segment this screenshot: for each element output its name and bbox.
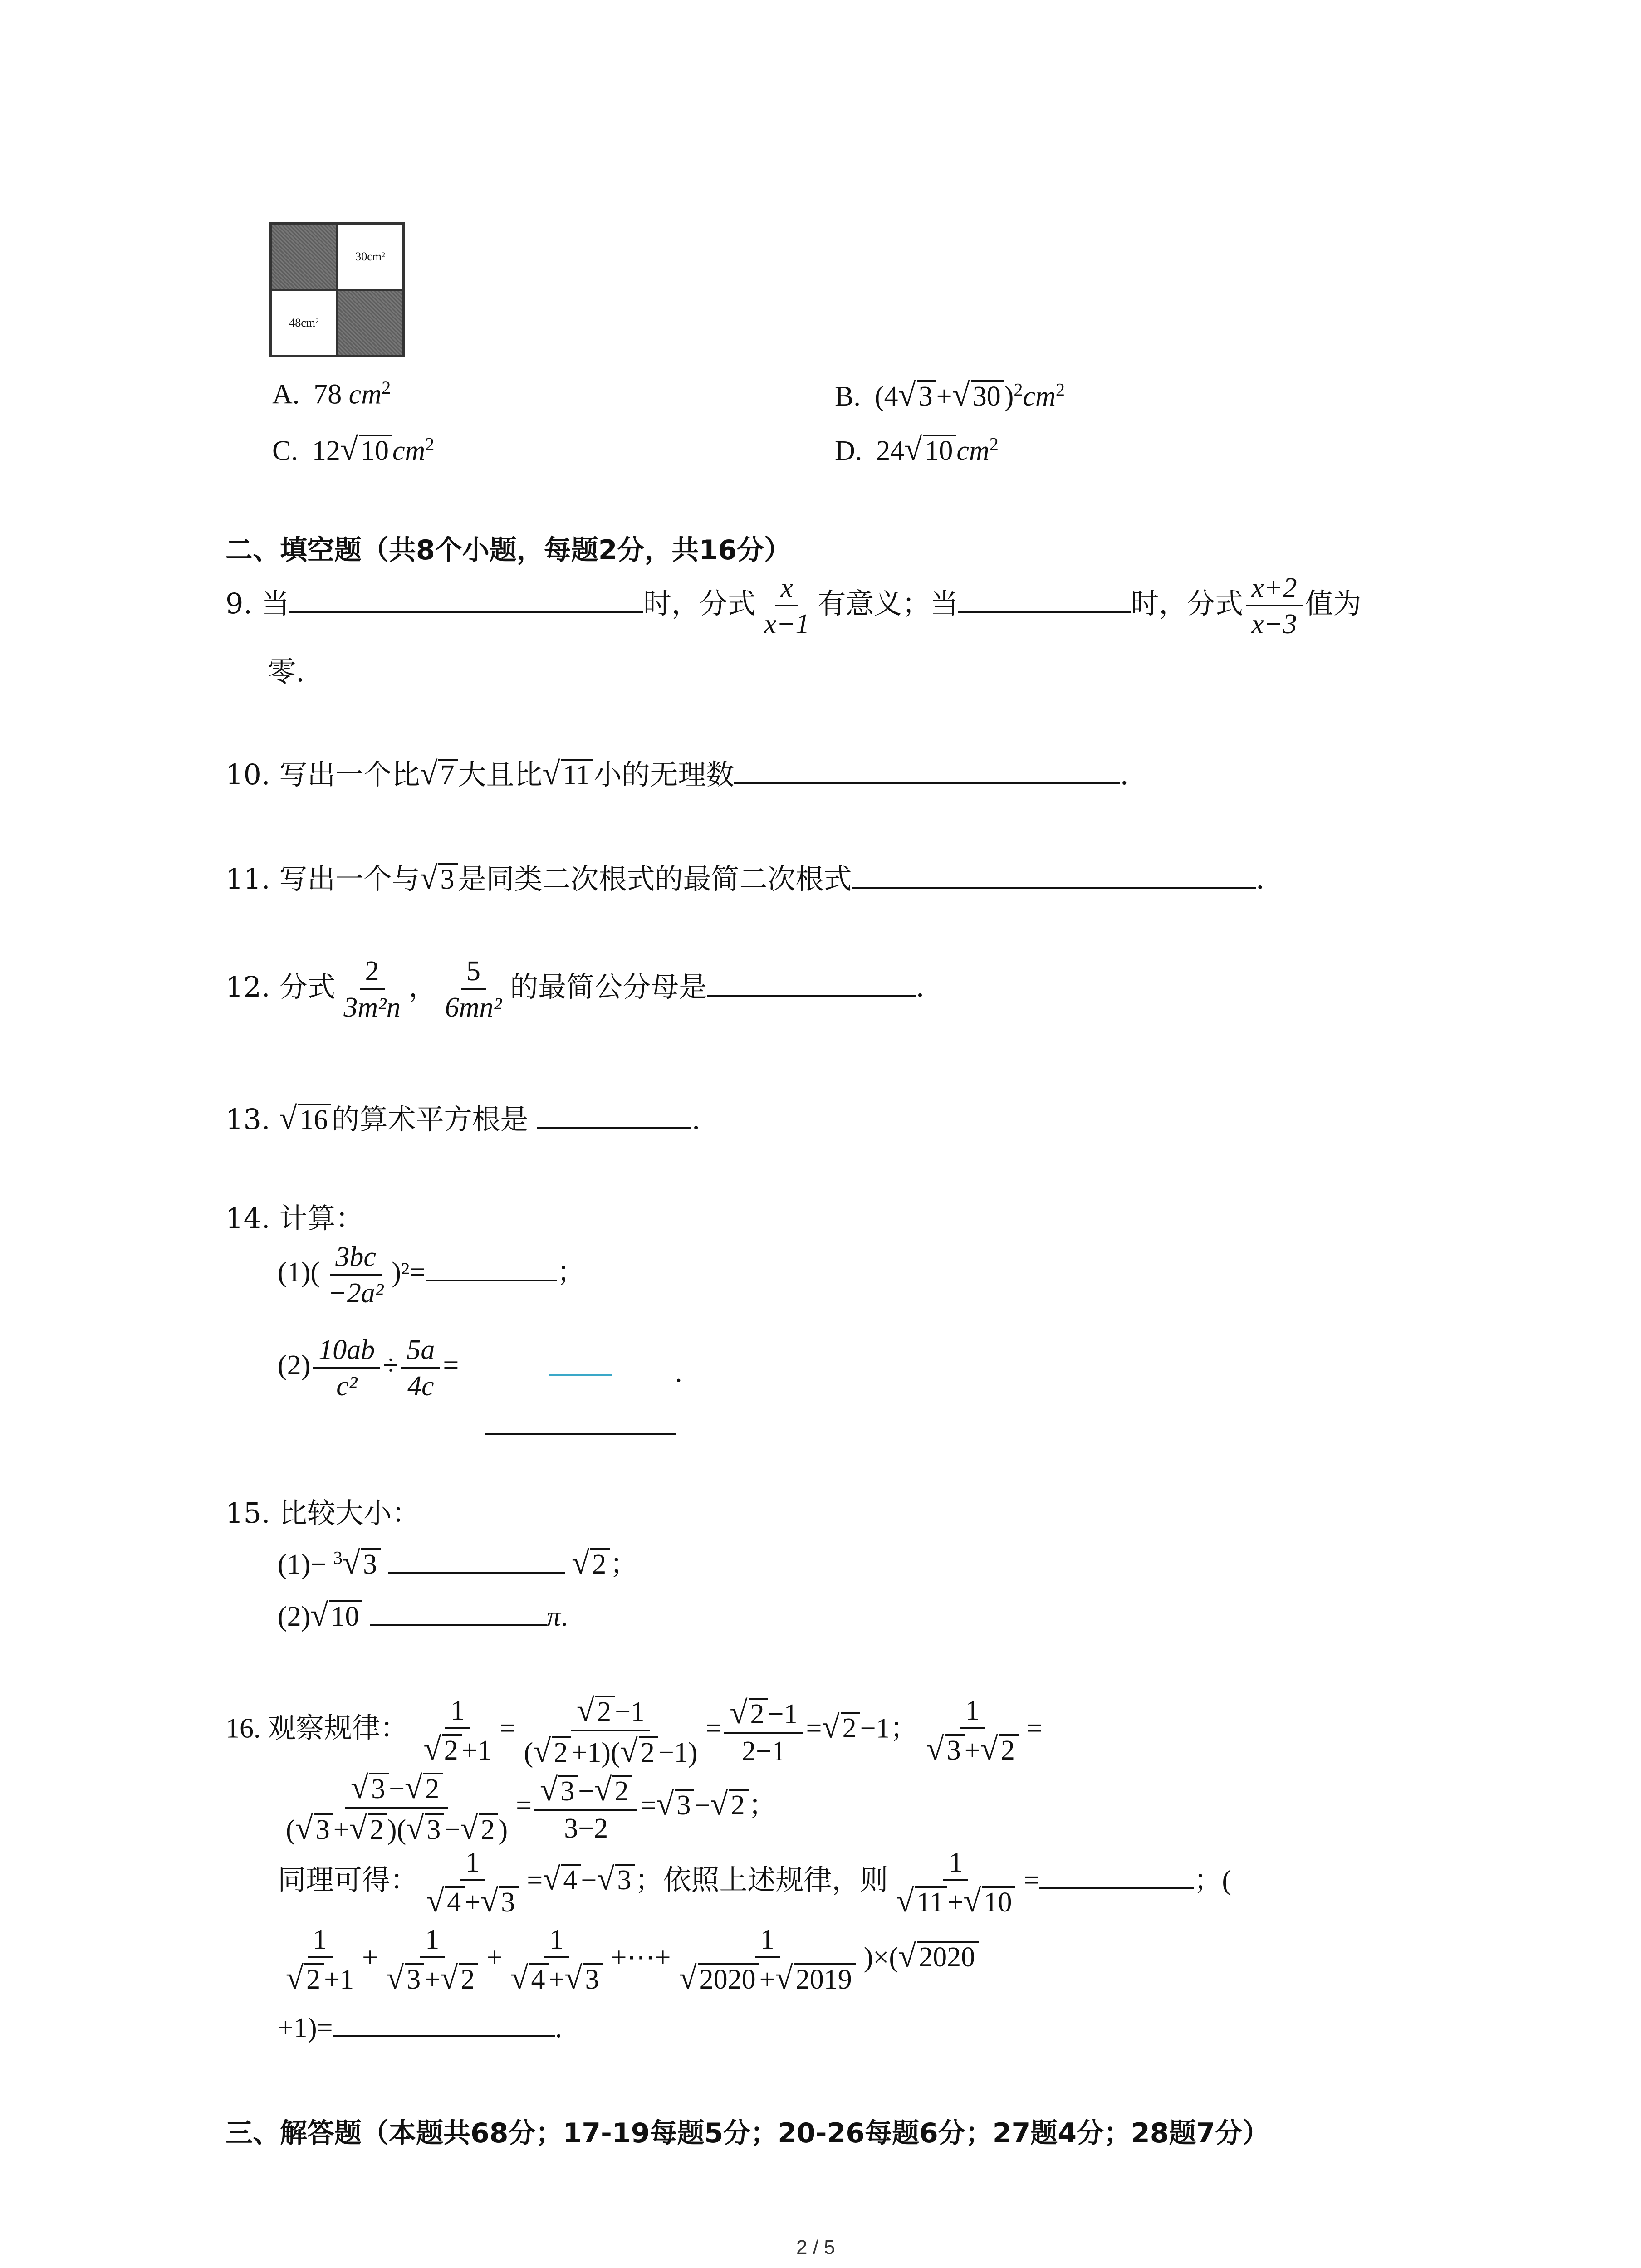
question-16-line-1: 16. 观察规律： $\frac{1}{√2 +1}$ = $\frac{√2 -1}{(√2 +1)(√2 -1)}$ = $\frac{√2 -1}{2-1}$ =√2 −1； $\frac{1}{√3 +√2}$ =	[225, 1692, 1043, 1769]
answer-blank[interactable]	[426, 1279, 557, 1281]
answer-blank[interactable]	[485, 1433, 676, 1435]
option-d: D. 24√10 $cm^2$	[835, 431, 999, 467]
section-heading-fill-in: 二、填空题（共8个小题，每题2分，共16分）	[225, 534, 791, 566]
question-14-part-1: (1)( $\frac{3bc}{\text{−2a²}}$ )²= ；	[278, 1242, 585, 1309]
question-11: 11. 写出一个与√3 是同类二次根式的最简二次根式 .	[225, 860, 1265, 896]
option-b: B. (4√3 +√30 )$^2cm^2$	[835, 377, 1065, 413]
answer-blank[interactable]	[388, 1571, 565, 1574]
question-13: 13. √16 的算术平方根是 .	[225, 1100, 700, 1136]
question-15-part-1: (1)− $^3$√3 √2 ；	[278, 1545, 638, 1581]
page-number: 2 / 5	[796, 2236, 835, 2258]
question-14-part-2-end: .	[675, 1357, 682, 1388]
square-label-48: 48cm²	[271, 290, 337, 356]
question-9-continued: 零.	[268, 655, 305, 688]
question-14: 14. 计算：	[225, 1202, 364, 1235]
option-a: A. 78 $cm^2$	[272, 377, 391, 410]
question-12: 12. 分式 $\frac{2}{\text{3m²n}}$ ， $\frac{5}{\text{6mn²}}$ 的最简公分母是 .	[225, 956, 925, 1023]
question-9: 9. 当 时，分式 $\frac{x}{x-1}$ 有意义；当 时，分式 $\frac{x+2}{x-3}$ 值为	[225, 572, 1362, 640]
answer-blank[interactable]	[852, 886, 1256, 889]
answer-blank[interactable]	[1039, 1887, 1194, 1889]
question-14-part-2: (2) $\frac{10ab}{\text{c²}}$ ÷ $\frac{5a}{4c}$ =	[278, 1334, 459, 1402]
answer-blank[interactable]	[734, 782, 1120, 784]
section-heading-answer: 三、解答题（本题共68分；17-19每题5分；20-26每题6分；27题4分；28题7分）	[225, 2117, 1270, 2149]
question-16-line-4: $\frac{1}{√2 +1}$ + $\frac{1}{√3 +√2}$ + $\frac{1}{√4 +√3}$ +⋯+ $\frac{1}{√2020 +√2019}$ )×(√2020	[278, 1926, 979, 1994]
shaded-square	[271, 224, 337, 290]
question-15-part-2: (2)√10 π.	[278, 1597, 568, 1633]
answer-hint-line	[549, 1374, 612, 1376]
question-10: 10. 写出一个比√7 大且比√11 小的无理数 .	[225, 756, 1129, 792]
answer-blank[interactable]	[537, 1127, 691, 1129]
question-16-line-2: $\frac{√3 -√2}{(√3 +√2 )(√3 -√2 )}$ = $\frac{√3 -√2}{3-2}$ =√3 −√2 ；	[286, 1769, 777, 1847]
question-15: 15. 比较大小：	[225, 1496, 420, 1530]
answer-blank[interactable]	[370, 1623, 547, 1626]
answer-blank[interactable]	[707, 994, 916, 997]
question-16-line-5: +1)= .	[278, 2013, 563, 2043]
answer-blank[interactable]	[333, 2035, 555, 2037]
answer-blank[interactable]	[289, 611, 643, 613]
area-figure	[269, 222, 405, 357]
option-c: C. 12√10 $cm^2$	[272, 431, 435, 467]
shaded-square	[337, 290, 403, 356]
square-label-30: 30cm²	[337, 224, 403, 290]
question-16-line-3: 同理可得： $\frac{1}{√4 +√3}$ =√4 −√3 ；依照上述规律，则 $\frac{1}{√11 +√10}$ = ；(	[278, 1847, 1232, 1919]
answer-blank[interactable]	[958, 611, 1131, 613]
